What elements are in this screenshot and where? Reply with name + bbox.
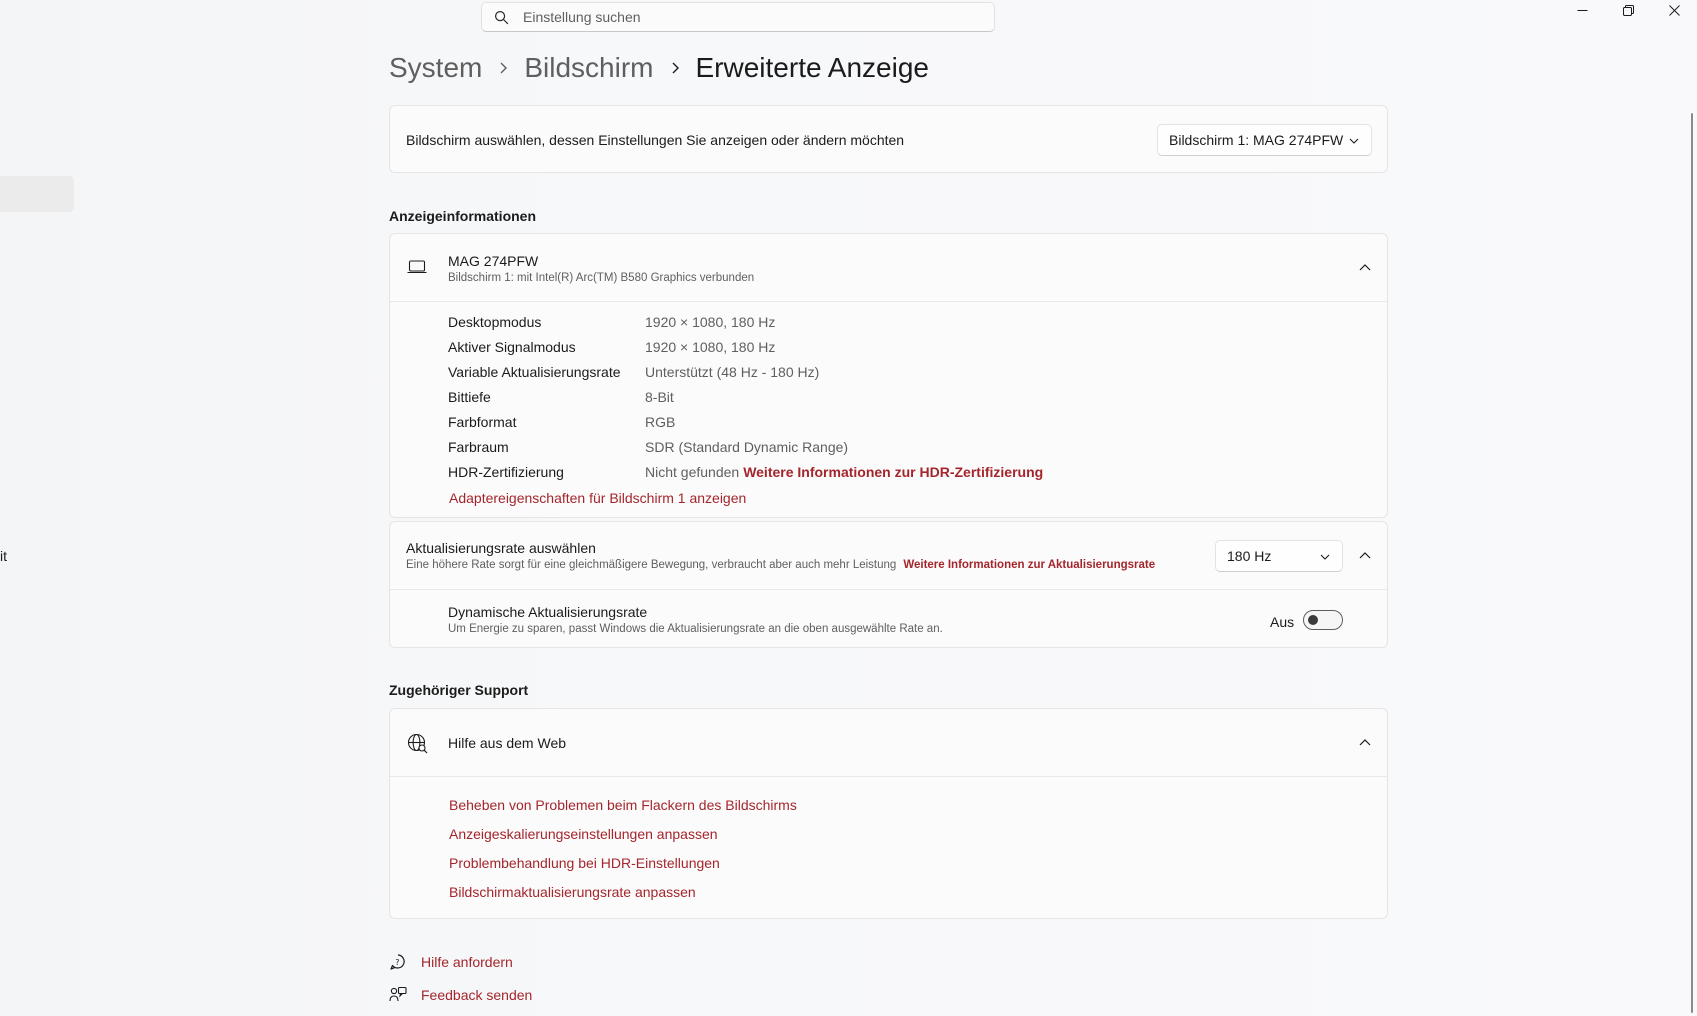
property-row: Desktopmodus 1920 × 1080, 180 Hz: [448, 314, 776, 330]
section-title-support: Zugehöriger Support: [389, 682, 529, 698]
minimize-button[interactable]: [1559, 0, 1605, 20]
property-row: HDR-Zertifizierung Nicht gefunden Weitere Informationen zur HDR-Zertifizierung: [448, 464, 1044, 480]
chevron-up-icon[interactable]: [1359, 737, 1371, 749]
vertical-scrollbar[interactable]: [1691, 113, 1693, 1013]
chevron-right-icon: [670, 61, 680, 75]
nav-item-clipped-label[interactable]: it: [0, 548, 7, 564]
svg-text:?: ?: [395, 958, 400, 967]
divider: [390, 776, 1387, 777]
breadcrumb-bildschirm[interactable]: Bildschirm: [524, 52, 654, 83]
close-icon: [1669, 5, 1680, 16]
property-row: Aktiver Signalmodus 1920 × 1080, 180 Hz: [448, 339, 776, 355]
refresh-rate-subtitle-row: [406, 559, 1155, 571]
display-select-dropdown[interactable]: [1157, 124, 1372, 156]
refresh-rate-value: 180 Hz: [1227, 548, 1272, 564]
divider: [390, 301, 1387, 302]
get-help-label[interactable]: Hilfe anfordern: [421, 954, 513, 970]
section-title-display-info: Anzeigeinformationen: [389, 208, 537, 224]
breadcrumb: [389, 48, 929, 88]
monitor-subtitle: Bildschirm 1: mit Intel(R) Arc(TM) B580 Graphics verbunden: [448, 272, 755, 284]
property-row: Farbraum SDR (Standard Dynamic Range): [448, 439, 849, 455]
refresh-rate-label: Aktualisierungsrate auswählen: [406, 540, 596, 556]
search-input[interactable]: Einstellung suchen: [523, 9, 641, 25]
support-link-refresh[interactable]: Bildschirmaktualisierungsrate anpassen: [449, 884, 696, 900]
support-link-hdr[interactable]: Problembehandlung bei HDR-Einstellungen: [449, 855, 720, 871]
dynamic-refresh-label: Dynamische Aktualisierungsrate: [448, 604, 648, 620]
refresh-rate-subtitle: Eine höhere Rate sorgt für eine gleichmäßigere Bewegung, verbraucht aber auch mehr Leistung: [406, 559, 897, 571]
feedback-link[interactable]: [389, 986, 532, 1004]
monitor-name: MAG 274PFW: [448, 253, 539, 269]
toggle-knob: [1308, 615, 1318, 625]
restore-icon: [1623, 5, 1634, 16]
display-select-value: Bildschirm 1: MAG 274PFW: [1169, 132, 1344, 148]
breadcrumb-system[interactable]: System: [389, 52, 483, 83]
display-select-label: Bildschirm auswählen, dessen Einstellungen Sie anzeigen oder ändern möchten: [406, 132, 905, 148]
nav-selected-item[interactable]: [0, 176, 74, 212]
web-help-label: Hilfe aus dem Web: [448, 735, 567, 751]
laptop-icon: [407, 259, 427, 275]
chevron-up-icon[interactable]: [1359, 262, 1371, 274]
dynamic-refresh-subtitle: Um Energie zu sparen, passt Windows die Aktualisierungsrate an die oben ausgewählte Rate an.: [448, 623, 943, 635]
globe-search-icon: [407, 733, 428, 754]
chevron-down-icon: [1349, 136, 1359, 146]
help-chat-icon: [389, 953, 407, 971]
search-icon: [494, 10, 509, 25]
feedback-icon: [389, 986, 407, 1004]
refresh-rate-card: [389, 521, 1388, 648]
feedback-label[interactable]: Feedback senden: [421, 987, 533, 1003]
display-select-card: [389, 105, 1388, 173]
property-row: Bittiefe 8-Bit: [448, 389, 674, 405]
display-info-card: [389, 233, 1388, 518]
minimize-icon: [1577, 5, 1588, 16]
refresh-rate-dropdown[interactable]: [1215, 540, 1343, 572]
property-row: Variable Aktualisierungsrate Unterstützt (48 Hz - 180 Hz): [448, 364, 820, 380]
chevron-down-icon: [1320, 552, 1330, 562]
web-help-card: [389, 708, 1388, 919]
page-title: Erweiterte Anzeige: [695, 52, 929, 83]
support-link-scaling[interactable]: Anzeigeskalierungseinstellungen anpassen: [449, 826, 718, 842]
hdr-info-link[interactable]: Weitere Informationen zur HDR-Zertifizierung: [743, 464, 1044, 480]
dynamic-refresh-toggle[interactable]: [1303, 610, 1343, 630]
divider: [390, 589, 1387, 590]
dynamic-refresh-state: Aus: [1270, 614, 1295, 630]
refresh-rate-info-link[interactable]: Weitere Informationen zur Aktualisierungsrate: [903, 559, 1156, 571]
adapter-properties-link[interactable]: Adaptereigenschaften für Bildschirm 1 anzeigen: [449, 490, 747, 506]
restore-button[interactable]: [1605, 0, 1651, 20]
get-help-link[interactable]: [389, 953, 513, 971]
support-link-flicker[interactable]: Beheben von Problemen beim Flackern des Bildschirms: [449, 797, 797, 813]
close-button[interactable]: [1651, 0, 1697, 20]
chevron-up-icon[interactable]: [1359, 550, 1371, 562]
search-box[interactable]: [481, 2, 995, 32]
chevron-right-icon: [498, 61, 508, 75]
property-row: Farbformat RGB: [448, 414, 676, 430]
